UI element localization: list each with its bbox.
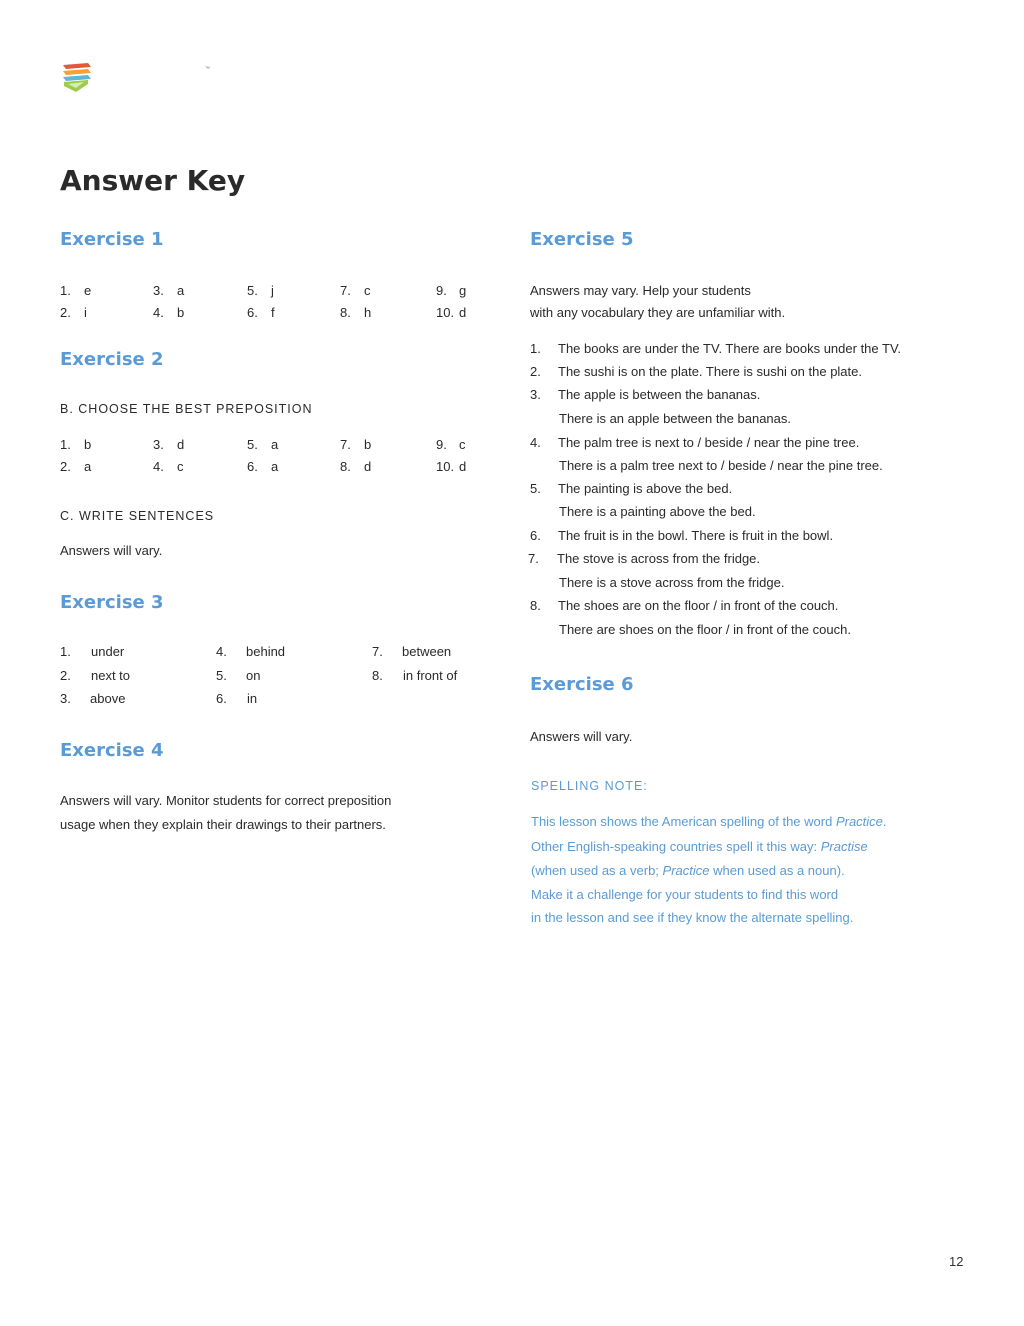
spelling-note-heading: SPELLING NOTE: [531, 779, 648, 793]
spelling-note-line: This lesson shows the American spelling of the word Practice. [531, 814, 887, 829]
exercise-4-answer-line: usage when they explain their drawings to their partners. [60, 817, 386, 832]
spelling-note-line: Other English-speaking countries spell it this way: Practise [531, 839, 868, 854]
spelling-note-line: Make it a challenge for your students to find this word [531, 887, 839, 902]
list-item: 5. on [216, 668, 261, 683]
spelling-note-line: (when used as a verb; Practice when used as a noun). [531, 863, 845, 878]
list-item: 4. c [153, 459, 184, 474]
exercise-6-answer: Answers will vary. [530, 729, 633, 744]
list-item: 5. a [247, 437, 279, 452]
list-item: 6. a [247, 459, 279, 474]
list-item: 7. The stove is across from the fridge. [528, 551, 761, 566]
list-item: 2. a [60, 459, 92, 474]
exercise-1-heading: Exercise 1 [60, 229, 164, 250]
list-item: 9. c [436, 437, 466, 452]
list-item: 2. i [60, 305, 87, 320]
list-item: 10. d [436, 459, 467, 474]
page-number: 12 [949, 1254, 964, 1269]
list-item: 10. d [436, 305, 467, 320]
exercise-5-intro: with any vocabulary they are unfamiliar with. [530, 305, 786, 320]
list-item: 1. b [60, 437, 92, 452]
exercise-3-heading: Exercise 3 [60, 592, 164, 613]
list-item: 1. e [60, 283, 92, 298]
list-item: 7. between [372, 644, 452, 659]
list-item: 1. The books are under the TV. There are books under the TV. [530, 341, 902, 356]
list-item: 4. behind [216, 644, 286, 659]
list-item: 5. The painting is above the bed. [530, 481, 733, 496]
exercise-2-subheading-b: B. CHOOSE THE BEST PREPOSITION [60, 402, 313, 416]
list-item: 8. d [340, 459, 372, 474]
list-item: 4. The palm tree is next to / beside / near the pine tree. [530, 435, 860, 450]
list-item: 9. g [436, 283, 467, 298]
list-item: 8. h [340, 305, 372, 320]
exercise-5-intro: Answers may vary. Help your students [530, 283, 751, 298]
page-title: Answer Key [60, 164, 246, 197]
trademark-symbol: ™ [205, 66, 210, 72]
list-item: 6. in [216, 691, 258, 706]
stacked-books-logo-icon [60, 60, 94, 94]
list-item: 6. f [247, 305, 275, 320]
list-item: 7. b [340, 437, 372, 452]
exercise-4-heading: Exercise 4 [60, 740, 164, 761]
list-item: 3. d [153, 437, 185, 452]
list-item: 7. c [340, 283, 371, 298]
list-item: 8. in front of [372, 668, 458, 683]
list-item: 2. The sushi is on the plate. There is sushi on the plate. [530, 364, 862, 379]
list-item: 3. a [153, 283, 185, 298]
list-item: 8. The shoes are on the floor / in front of the couch. [530, 598, 839, 613]
list-item: 2. next to [60, 668, 131, 683]
list-item: 3. above [60, 691, 126, 706]
exercise-6-heading: Exercise 6 [530, 674, 634, 695]
exercise-2-c-answer: Answers will vary. [60, 543, 163, 558]
exercise-2-heading: Exercise 2 [60, 349, 164, 370]
exercise-5-heading: Exercise 5 [530, 229, 634, 250]
list-item: 6. The fruit is in the bowl. There is fruit in the bowl. [530, 528, 834, 543]
list-item: 1. under [60, 644, 125, 659]
exercise-2-subheading-c: C. WRITE SENTENCES [60, 509, 215, 523]
exercise-4-answer-line: Answers will vary. Monitor students for correct preposition [60, 793, 392, 808]
list-item: 5. j [247, 283, 274, 298]
list-item: 3. The apple is between the bananas. [530, 387, 761, 402]
spelling-note-line: in the lesson and see if they know the alternate spelling. [531, 910, 854, 925]
list-item: 4. b [153, 305, 185, 320]
